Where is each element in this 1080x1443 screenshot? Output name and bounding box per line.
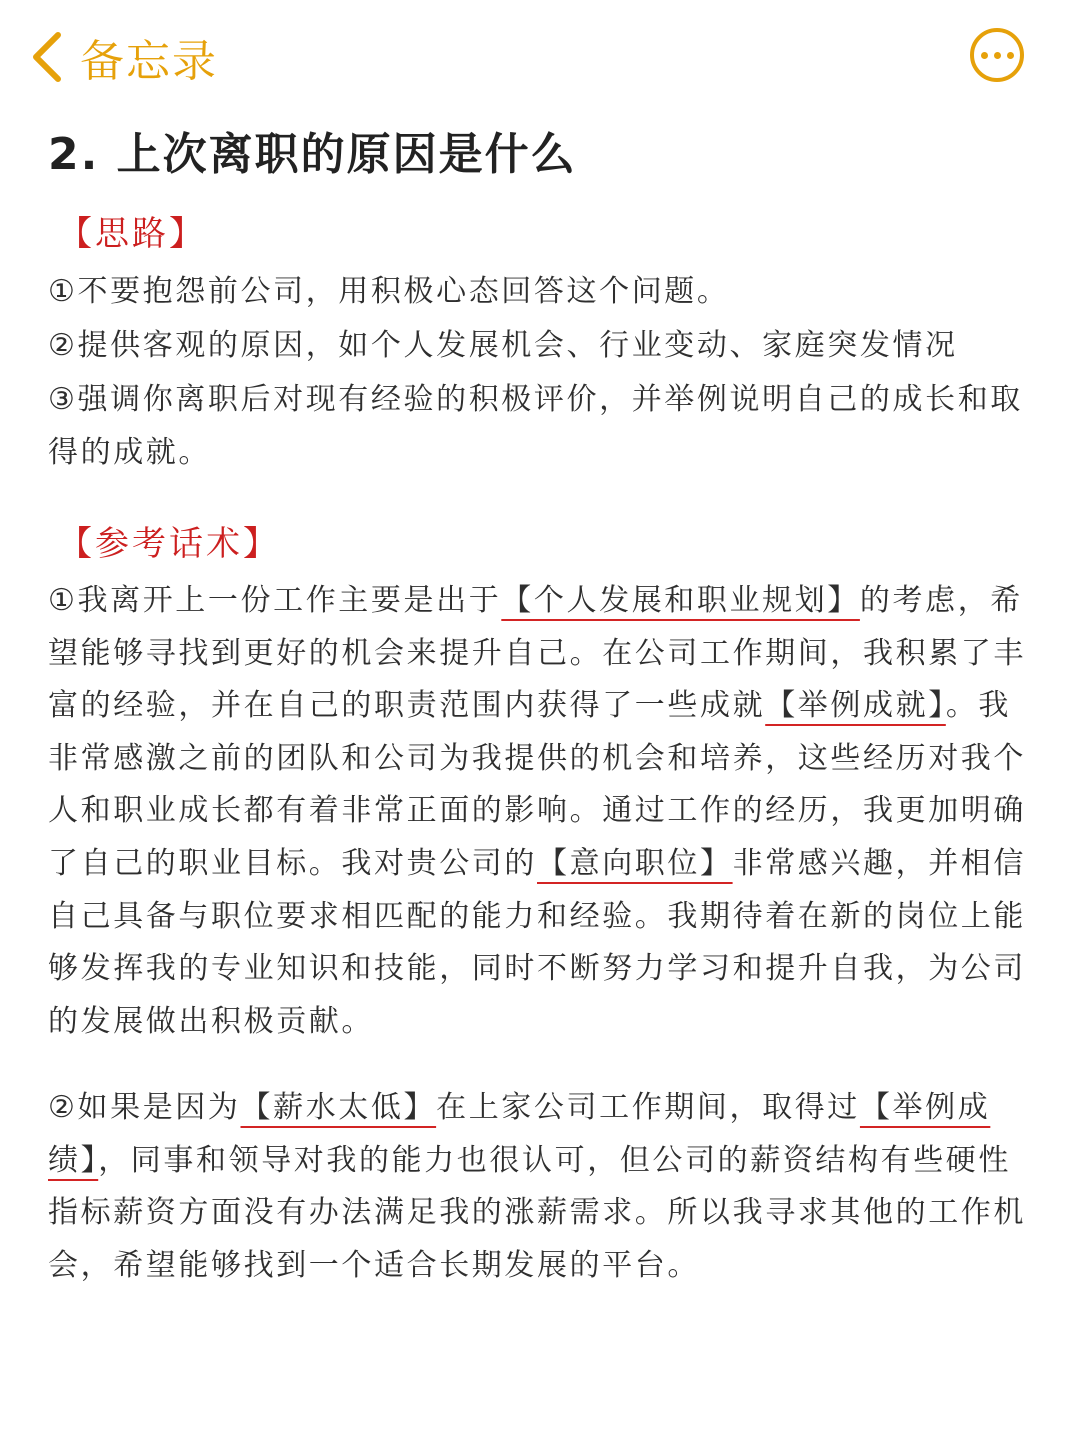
highlight-example-result: 【举例成绩】 (48, 1090, 991, 1178)
thinking-line-3: ③强调你离职后对现有经验的积极评价，并举例说明自己的成长和取得的成就。 (48, 382, 1023, 470)
highlight-low-salary: 【薪水太低】 (240, 1090, 437, 1125)
back-label: 备忘录 (80, 36, 218, 87)
reference-paragraph-1: ①我离开上一份工作主要是出于【个人发展和职业规划】的考虑，希望能够寻找到更好的机会来提升自己。在公司工作期间，我积累了丰富的经验，并在自己的职责范围内获得了一些成就【举例成就】。我非常感激之前的团队和公司为我提供的机会和培养，这些经历对我个人和职业成长都有着非常正面的影响。通过工作的经历，我更加明确了自己的职业目标。我对贵公司的【意向职位】非常感兴趣，并相信自己具备与职位要求相匹配的能力和经验。我期待着在新的岗位上能够发挥我的专业知识和技能，同时不断努力学习和提升自我，为公司的发展做出积极贡献。 (48, 583, 1027, 1039)
more-icon (981, 52, 988, 59)
reference-heading: 【参考话术】 (58, 524, 280, 564)
highlight-target-position: 【意向职位】 (537, 845, 733, 881)
page-title: 2. 上次离职的原因是什么 (48, 129, 577, 180)
highlight-example-achievement: 【举例成就】 (765, 688, 946, 724)
thinking-line-2: ②提供客观的原因，如个人发展机会、行业变动、家庭突发情况 (48, 328, 958, 363)
thinking-line-1: ①不要抱怨前公司，用积极心态回答这个问题。 (48, 274, 730, 309)
thinking-heading: 【思路】 (58, 214, 206, 254)
back-button[interactable] (28, 22, 218, 92)
highlight-career-plan: 【个人发展和职业规划】 (501, 583, 860, 618)
more-button[interactable] (970, 28, 1024, 82)
reference-paragraph-2: ②如果是因为【薪水太低】在上家公司工作期间，取得过【举例成绩】，同事和领导对我的能力也很认可，但公司的薪资结构有些硬性指标薪资方面没有办法满足我的涨薪需求。所以我寻求其他的工作机会，希望能够找到一个适合长期发展的平台。 (48, 1090, 1026, 1283)
nav-bar (0, 0, 1080, 110)
chevron-left-icon (28, 29, 68, 85)
